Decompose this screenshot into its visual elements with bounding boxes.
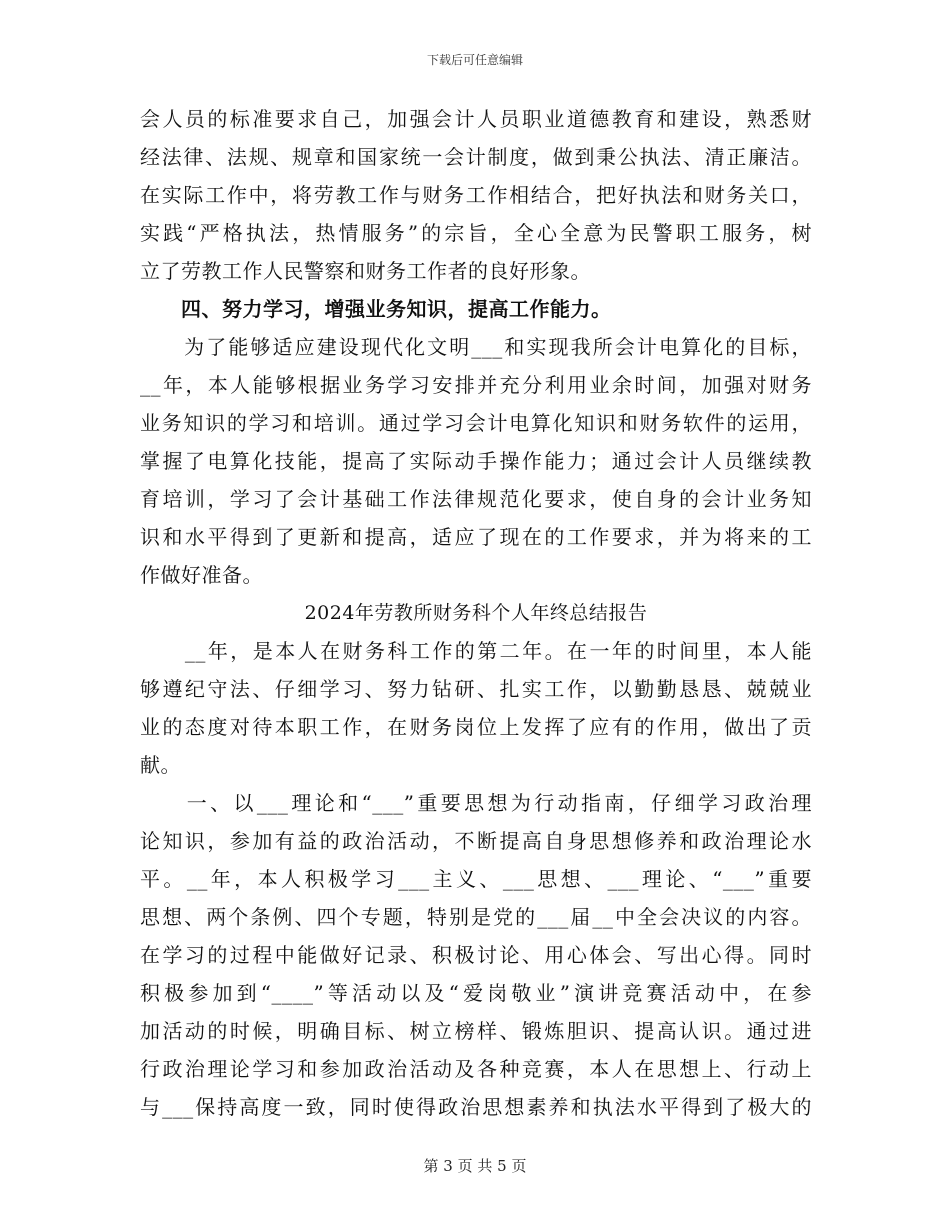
section-heading: 四、努力学习，增强业务知识，提高工作能力。 [140,297,612,321]
document-body [140,100,812,1126]
body-line: 论知识，参加有益的政治活动，不断提高自身思想修养和政治理论水 [140,829,812,853]
body-line: 育培训，学习了会计基础工作法律规范化要求，使自身的会计业务知 [140,487,812,511]
body-line: 献。 [140,753,181,777]
body-line: 平。__年，本人积极学习___主义、___思想、___理论、“___”重要 [140,867,812,891]
body-line: 一、以___理论和“___”重要思想为行动指南，仔细学习政治理 [140,791,812,815]
body-line: 会人员的标准要求自己，加强会计人员职业道德教育和建设，熟悉财 [140,107,812,131]
body-line: 在学习的过程中能做好记录、积极讨论、用心体会、写出心得。同时 [140,943,812,967]
body-line: 在实际工作中，将劳教工作与财务工作相结合，把好执法和财务关口， [140,183,812,207]
body-line: 经法律、法规、规章和国家统一会计制度，做到秉公执法、清正廉洁。 [140,145,812,169]
page-header: 下载后可任意编辑 [426,53,523,67]
body-line: 立了劳教工作人民警察和财务工作者的良好形象。 [140,259,591,283]
body-line: 作做好准备。 [140,563,263,587]
body-line: 够遵纪守法、仔细学习、努力钻研、扎实工作，以勤勤恳恳、兢兢业 [140,677,812,701]
page-number: 第 3 页 共 5 页 [423,1157,527,1175]
body-line: 业务知识的学习和培训。通过学习会计电算化知识和财务软件的运用， [140,411,812,435]
body-line: 积极参加到“____”等活动以及“爱岗敬业”演讲竞赛活动中，在参 [140,981,812,1005]
document-title: 2024年劳教所财务科个人年终总结报告 [304,602,648,624]
body-line: 识和水平得到了更新和提高，适应了现在的工作要求，并为将来的工 [140,525,812,549]
body-line: 实践“严格执法，热情服务”的宗旨，全心全意为民警职工服务，树 [140,221,812,245]
body-line: 行政治理论学习和参加政治活动及各种竞赛，本人在思想上、行动上 [140,1057,812,1081]
body-line: 为了能够适应建设现代化文明___和实现我所会计电算化的目标， [140,335,812,359]
body-line: 业的态度对待本职工作，在财务岗位上发挥了应有的作用，做出了贡 [140,715,812,739]
body-line: __年，本人能够根据业务学习安排并充分利用业余时间，加强对财务 [140,373,812,397]
body-line: 掌握了电算化技能，提高了实际动手操作能力；通过会计人员继续教 [140,449,812,473]
body-line: 思想、两个条例、四个专题，特别是党的___届__中全会决议的内容。 [140,905,812,929]
body-line: 加活动的时候，明确目标、树立榜样、锻炼胆识、提高认识。通过进 [140,1019,812,1043]
body-line: __年，是本人在财务科工作的第二年。在一年的时间里，本人能 [140,639,812,663]
body-line: 与___保持高度一致，同时使得政治思想素养和执法水平得到了极大的 [140,1095,812,1119]
